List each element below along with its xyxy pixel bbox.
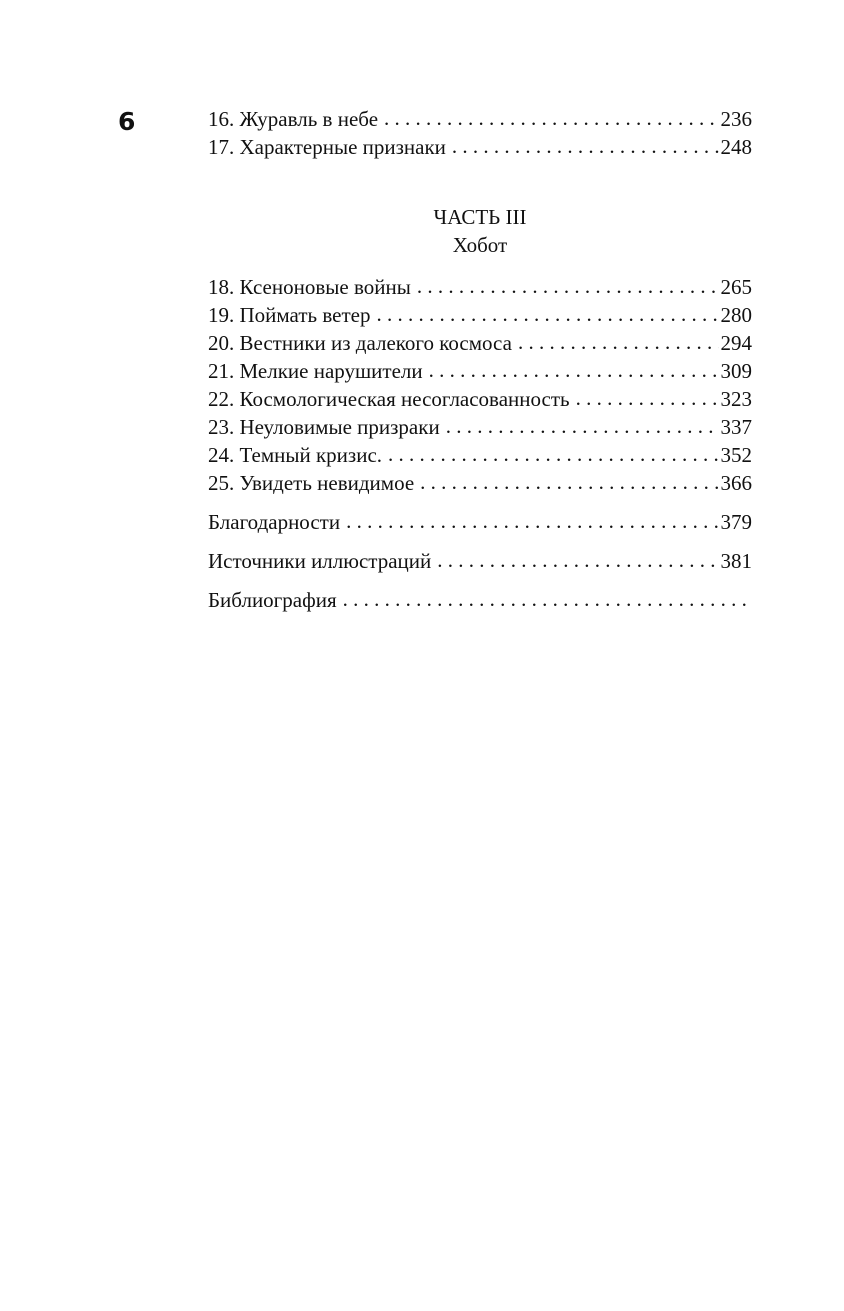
toc-entry-page: 248 — [720, 135, 752, 159]
toc-entry-page: 323 — [720, 387, 752, 411]
toc-entry-24[interactable] — [208, 441, 752, 469]
toc-entry-page: 280 — [720, 303, 752, 327]
toc-entry-22[interactable] — [208, 385, 752, 413]
toc-entry-page: 294 — [720, 331, 752, 355]
toc-entry-illustration-sources[interactable] — [208, 547, 752, 575]
toc-entry-title: 22. Космологическая несогласованность — [208, 387, 570, 411]
dot-leader — [420, 468, 718, 496]
toc-entry-page: 379 — [720, 510, 752, 534]
toc-entry-19[interactable] — [208, 301, 752, 329]
toc-entry-page: 366 — [720, 471, 752, 495]
toc-entry-bibliography[interactable] — [208, 586, 752, 614]
dot-leader — [576, 384, 719, 412]
toc-entry-page: 337 — [720, 415, 752, 439]
dot-leader — [429, 356, 719, 384]
toc-entry-25[interactable] — [208, 469, 752, 497]
toc-entry-title: 20. Вестники из далекого космоса — [208, 331, 512, 355]
toc-entry-title: 24. Темный кризис. — [208, 443, 383, 467]
dot-leader — [452, 132, 719, 160]
toc-entry-18[interactable] — [208, 273, 752, 301]
dot-leader — [376, 300, 718, 328]
toc-entry-title: 16. Журавль в небе — [208, 107, 379, 131]
toc-entry-23[interactable] — [208, 413, 752, 441]
toc-entry-20[interactable] — [208, 329, 752, 357]
toc-entry-title: 25. Увидеть невидимое — [208, 471, 415, 495]
dot-leader — [518, 328, 719, 356]
toc-entry-page: 309 — [720, 359, 752, 383]
toc-entry-21[interactable] — [208, 357, 752, 385]
toc-entry-acknowledgements[interactable] — [208, 508, 752, 536]
toc-entry-title: Источники иллюстраций — [208, 549, 432, 573]
part-heading: ЧАСТЬ III — [433, 205, 527, 229]
toc-entry-page: 381 — [720, 549, 752, 573]
dot-leader — [446, 412, 719, 440]
toc-entry-title: 23. Неуловимые призраки — [208, 415, 440, 439]
dot-leader — [346, 507, 718, 535]
page-number: 6 — [118, 107, 136, 136]
toc-entry-page: 352 — [720, 443, 752, 467]
table-of-contents — [208, 105, 752, 614]
part-subtitle: Хобот — [452, 233, 508, 257]
toc-entry-17[interactable] — [208, 133, 752, 161]
toc-entry-title: 19. Поймать ветер — [208, 303, 371, 327]
toc-entry-page: 265 — [720, 275, 752, 299]
dot-leader — [388, 440, 718, 468]
toc-entry-title: 17. Характерные признаки — [208, 135, 446, 159]
toc-entry-title: 21. Мелкие нарушители — [208, 359, 423, 383]
dot-leader — [417, 272, 719, 300]
toc-entry-title: Благодарности — [208, 510, 341, 534]
dot-leader — [384, 104, 718, 132]
toc-entry-title: Библиография — [208, 588, 337, 612]
dot-leader — [343, 585, 750, 613]
toc-entry-page: 236 — [720, 107, 752, 131]
dot-leader — [437, 546, 718, 574]
toc-entry-16[interactable] — [208, 105, 752, 133]
toc-entry-title: 18. Ксеноновые войны — [208, 275, 411, 299]
